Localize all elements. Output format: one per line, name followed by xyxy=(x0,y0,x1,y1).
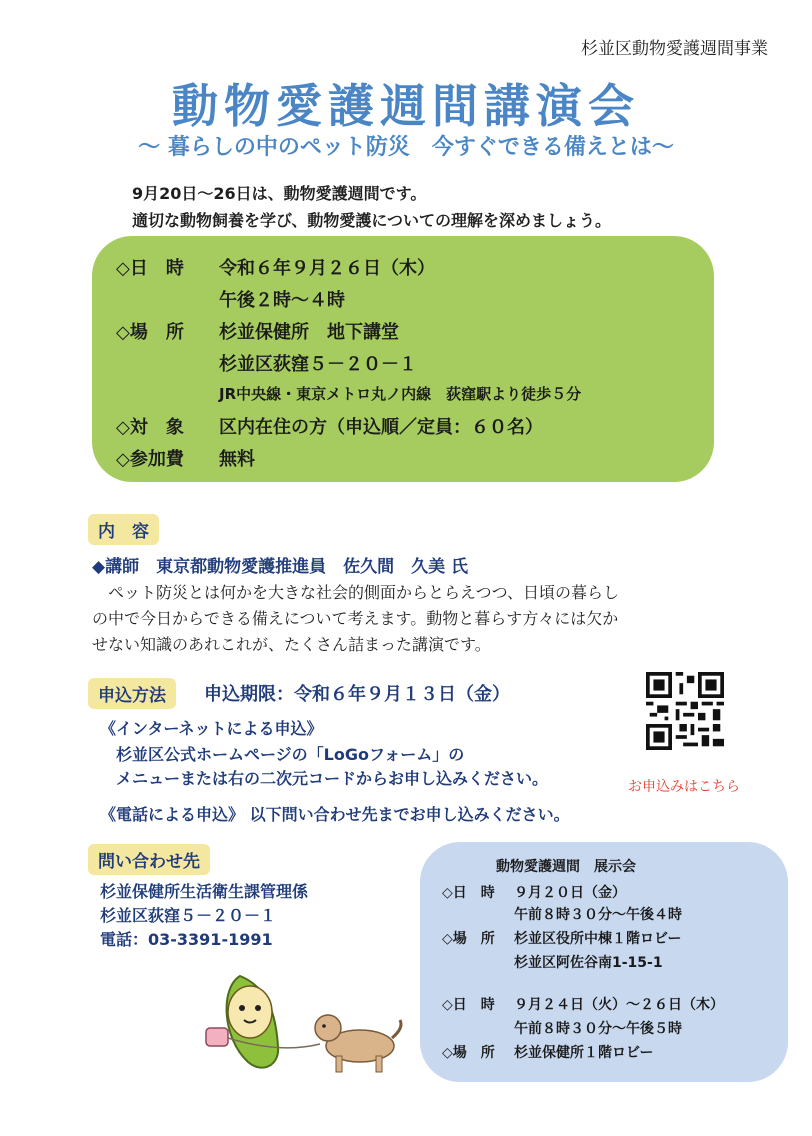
target-value: 区内在住の方（申込順／定員：６０名） xyxy=(219,417,543,438)
internet-apply-line-1: 杉並区公式ホームページの「LoGoフォーム」の xyxy=(116,745,465,764)
organizer: 杉並区動物愛護週間事業 xyxy=(581,39,768,59)
desc-line-2: の中で今日からできる備えについて考えます。動物と暮らす方々には欠か xyxy=(92,609,619,628)
contact-info xyxy=(100,880,308,952)
exhibit-2-place-label: ◇場 所 xyxy=(442,1045,495,1061)
date-label: ◇日 時 xyxy=(116,258,184,279)
place-label: ◇場 所 xyxy=(116,322,184,343)
exhibition-box xyxy=(420,842,788,1082)
exhibit-1-place-label: ◇場 所 xyxy=(442,931,495,947)
target-label: ◇対 象 xyxy=(116,417,184,438)
lecturer-line: ◆講師 東京都動物愛護推進員 佐久間 久美 氏 xyxy=(92,557,468,577)
intro-line-2: 適切な動物飼養を学び、動物愛護についての理解を深めましょう。 xyxy=(132,211,612,230)
page-subtitle: 〜 暮らしの中のペット防災 今すぐできる備えとは〜 xyxy=(138,135,674,160)
date-value: 令和６年９月２６日（木） xyxy=(219,258,435,279)
exhibit-title: 動物愛護週間 展示会 xyxy=(496,859,636,875)
exhibit-1-place: 杉並区役所中棟１階ロビー xyxy=(514,931,682,947)
contact-phone: 電話：03-3391-1991 xyxy=(100,930,273,949)
intro-text xyxy=(132,180,611,234)
event-details-box xyxy=(92,236,714,482)
exhibit-1-address: 杉並区阿佐谷南1-15-1 xyxy=(514,955,663,971)
apply-heading: 申込方法 xyxy=(88,678,176,709)
address-value: 杉並区荻窪５－２０－１ xyxy=(219,354,417,375)
exhibit-2-date: ９月２４日（火）〜２６日（木） xyxy=(514,997,724,1013)
time-value: 午後２時〜４時 xyxy=(219,290,345,311)
fee-value: 無料 xyxy=(219,449,255,470)
access-value: JR中央線・東京メトロ丸ノ内線 荻窪駅より徒歩５分 xyxy=(219,385,582,403)
qr-caption: お申込みはこちら xyxy=(628,779,740,795)
contact-line-2: 杉並区荻窪５－２０－１ xyxy=(100,906,277,925)
apply-deadline: 申込期限：令和６年９月１３日（金） xyxy=(204,684,510,705)
exhibit-1-time: 午前８時３０分〜午後４時 xyxy=(514,907,682,923)
fee-label: ◇参加費 xyxy=(116,449,184,470)
exhibit-1-date: ９月２０日（金） xyxy=(514,885,626,901)
exhibit-1-date-label: ◇日 時 xyxy=(442,885,495,901)
exhibit-2-date-label: ◇日 時 xyxy=(442,997,495,1013)
qr-code-icon[interactable] xyxy=(646,672,724,750)
place-value: 杉並保健所 地下講堂 xyxy=(219,322,399,343)
contact-heading: 問い合わせ先 xyxy=(88,844,210,875)
intro-line-1: 9月20日〜26日は、動物愛護週間です。 xyxy=(132,184,427,203)
exhibit-2-time: 午前８時３０分〜午後５時 xyxy=(514,1021,682,1037)
internet-apply-title: 《インターネットによる申込》 xyxy=(100,719,323,738)
internet-apply-line-2: メニューまたは右の二次元コードからお申し込みください。 xyxy=(116,769,549,788)
contact-line-1: 杉並保健所生活衛生課管理係 xyxy=(100,882,309,901)
desc-line-1: ペット防災とは何かを大きな社会的側面からとらえつつ、日頃の暮らし xyxy=(92,583,620,602)
exhibit-2-place: 杉並保健所１階ロビー xyxy=(514,1045,654,1061)
mascot-with-dog-icon xyxy=(200,958,410,1082)
phone-apply: 《電話による申込》 以下問い合わせ先までお申し込みください。 xyxy=(100,805,570,824)
content-heading: 内 容 xyxy=(88,514,159,545)
desc-line-3: せない知識のあれこれが、たくさん詰まった講演です。 xyxy=(92,635,491,654)
content-description xyxy=(92,580,619,658)
page-title: 動物愛護週間講演会 xyxy=(172,79,640,133)
